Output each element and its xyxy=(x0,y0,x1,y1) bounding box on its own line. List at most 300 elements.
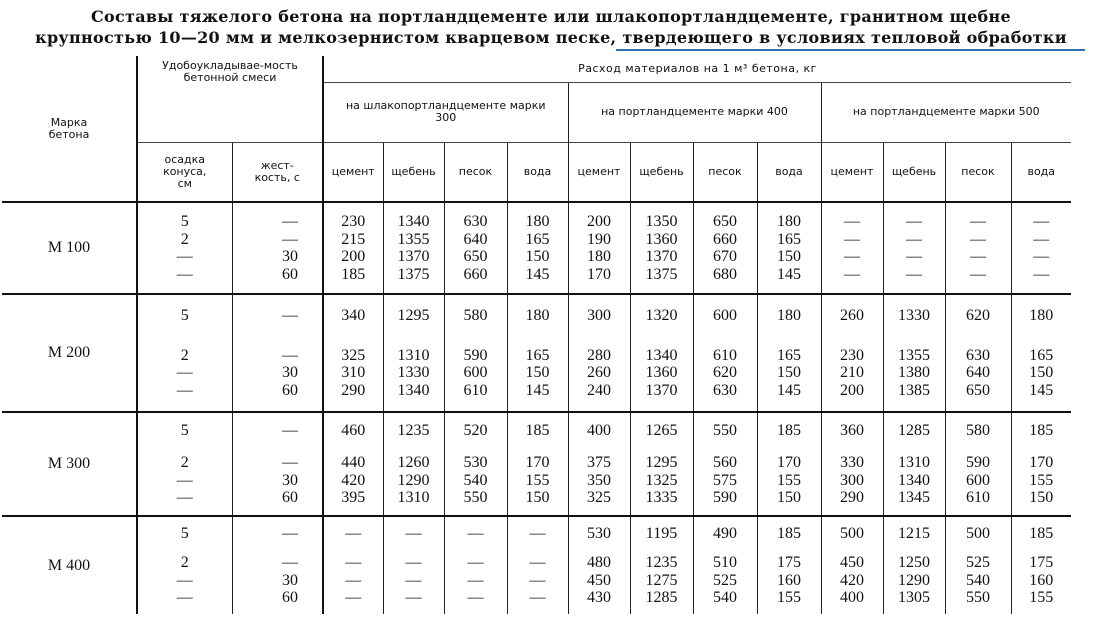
value-cell: 395 xyxy=(341,489,366,506)
value-cell: 180 xyxy=(777,307,801,324)
value-column xyxy=(757,412,821,516)
table-title xyxy=(0,6,1102,48)
value-cell: — xyxy=(345,589,362,606)
value-cell: — xyxy=(970,265,986,283)
value-cell: 620 xyxy=(713,364,737,381)
value-cell: 155 xyxy=(777,589,801,606)
value-column xyxy=(137,516,232,614)
value-cell: 330 xyxy=(840,454,864,471)
title-line-2-underlined: твердеющего в условиях тепловой обработки xyxy=(622,28,1067,47)
value-cell: 1345 xyxy=(898,489,930,506)
value-cell: 150 xyxy=(777,489,801,506)
value-cell: — xyxy=(970,230,986,248)
value-cell: 180 xyxy=(777,213,801,230)
title-line-2 xyxy=(0,27,1102,48)
value-cell: 1295 xyxy=(645,454,678,471)
title-line-2a: крупностью 10—20 мм и мелкозернистом кварцевом песке, xyxy=(35,28,623,47)
value-cell: 1310 xyxy=(397,346,430,364)
value-cell: — xyxy=(405,571,422,589)
value-column xyxy=(883,516,945,614)
header-slump: осадка конуса, см xyxy=(137,142,232,202)
value-cell: 540 xyxy=(713,589,737,606)
value-cell: 290 xyxy=(840,489,864,506)
value-cell: 530 xyxy=(587,524,611,542)
value-cell: 590 xyxy=(713,489,737,506)
header-material-1-3: песок xyxy=(444,142,507,202)
value-cell: 670 xyxy=(713,248,737,265)
value-cell: 180 xyxy=(587,248,611,265)
value-cell: 1310 xyxy=(397,489,430,506)
value-cell: 460 xyxy=(341,421,366,439)
value-cell: 1325 xyxy=(645,471,678,489)
value-cell: 145 xyxy=(1029,381,1054,399)
value-column xyxy=(507,294,568,412)
value-cell: — xyxy=(176,589,193,606)
value-cell: 215 xyxy=(341,230,366,248)
brand-cell: М 100 xyxy=(47,239,91,256)
value-column xyxy=(821,294,883,412)
value-column xyxy=(444,412,507,516)
value-cell: — xyxy=(176,471,193,489)
value-cell: 325 xyxy=(587,489,611,506)
value-cell: 150 xyxy=(1029,489,1054,506)
value-cell: 1385 xyxy=(898,381,930,399)
value-column xyxy=(323,294,383,412)
value-cell: 165 xyxy=(777,346,801,364)
value-cell: 520 xyxy=(463,421,488,439)
value-cell: 145 xyxy=(525,265,550,283)
value-cell: 30 xyxy=(282,248,298,265)
value-cell: 575 xyxy=(713,471,737,489)
value-cell: 165 xyxy=(525,230,550,248)
value-column xyxy=(568,412,630,516)
value-cell: 165 xyxy=(525,346,550,364)
value-cell: 600 xyxy=(463,364,488,381)
value-column xyxy=(444,294,507,412)
value-cell: 5 xyxy=(180,213,189,230)
value-cell: 360 xyxy=(840,421,864,439)
value-cell: 450 xyxy=(840,554,864,571)
value-cell: 1360 xyxy=(645,364,678,381)
value-column xyxy=(232,412,323,516)
value-cell: 1375 xyxy=(397,265,430,283)
value-cell: 630 xyxy=(713,381,737,399)
value-cell: 180 xyxy=(525,307,550,324)
header-material-1-1: цемент xyxy=(323,142,383,202)
table-row xyxy=(2,202,1071,294)
value-cell: 185 xyxy=(1029,524,1054,542)
value-column xyxy=(821,202,883,294)
header-material-1-4: вода xyxy=(507,142,568,202)
value-cell: 185 xyxy=(777,524,801,542)
value-cell: — xyxy=(176,489,193,506)
value-cell: 400 xyxy=(840,589,864,606)
value-cell: 145 xyxy=(525,381,550,399)
value-cell: 200 xyxy=(341,248,366,265)
value-cell: 630 xyxy=(966,346,990,364)
value-cell: — xyxy=(405,589,422,606)
value-cell: 610 xyxy=(966,489,990,506)
value-cell: — xyxy=(467,571,484,589)
value-column xyxy=(630,294,693,412)
value-cell: 60 xyxy=(282,381,298,399)
value-cell: 1340 xyxy=(397,381,430,399)
value-cell: 640 xyxy=(966,364,990,381)
value-cell: 590 xyxy=(463,346,488,364)
value-cell: 450 xyxy=(587,571,611,589)
table-row xyxy=(2,294,1071,412)
value-cell: 1310 xyxy=(898,454,930,471)
value-cell: 1370 xyxy=(397,248,430,265)
value-column xyxy=(383,412,444,516)
value-column xyxy=(444,202,507,294)
value-cell: 1340 xyxy=(397,213,430,230)
value-cell: 650 xyxy=(966,381,990,399)
value-cell: 160 xyxy=(1029,571,1054,589)
value-column xyxy=(945,516,1011,614)
value-cell: 340 xyxy=(341,307,366,324)
value-cell: 400 xyxy=(587,421,611,439)
value-column xyxy=(883,202,945,294)
value-cell: 1340 xyxy=(645,346,678,364)
value-cell: 310 xyxy=(341,364,366,381)
header-group-2: на портландцементе марки 400 xyxy=(568,82,821,142)
value-cell: 180 xyxy=(1029,307,1054,324)
value-column xyxy=(1011,412,1071,516)
value-column xyxy=(323,202,383,294)
brand-cell: М 400 xyxy=(2,516,137,614)
value-cell: 5 xyxy=(180,524,189,542)
value-cell: 440 xyxy=(341,454,366,471)
header-material-3-2: щебень xyxy=(883,142,945,202)
header-material-1-2: щебень xyxy=(383,142,444,202)
value-cell: 30 xyxy=(282,364,298,381)
value-cell: 640 xyxy=(463,230,488,248)
value-cell: — xyxy=(176,364,193,381)
value-column xyxy=(137,202,232,294)
value-column xyxy=(232,202,323,294)
value-cell: 375 xyxy=(587,454,611,471)
value-cell: 150 xyxy=(777,364,801,381)
value-column xyxy=(323,412,383,516)
value-cell: 190 xyxy=(587,230,611,248)
title-line-1: Составы тяжелого бетона на портландцементе или шлакопортландцементе, гранитном щебне xyxy=(90,7,1012,26)
value-cell: 1285 xyxy=(645,589,678,606)
value-cell: — xyxy=(906,265,922,283)
value-cell: — xyxy=(405,524,422,542)
value-cell: — xyxy=(176,571,193,589)
table-row xyxy=(2,516,1071,614)
value-column xyxy=(945,412,1011,516)
value-cell: 620 xyxy=(966,307,990,324)
value-column xyxy=(232,294,323,412)
value-cell: 180 xyxy=(525,213,550,230)
value-cell: 500 xyxy=(966,524,990,542)
value-cell: 530 xyxy=(463,454,488,471)
value-cell: 300 xyxy=(840,471,864,489)
value-cell: 170 xyxy=(777,454,801,471)
header-material-2-4: вода xyxy=(757,142,821,202)
value-column xyxy=(323,516,383,614)
value-column xyxy=(821,412,883,516)
value-cell: — xyxy=(405,554,422,571)
value-cell: 1360 xyxy=(645,230,678,248)
value-column xyxy=(630,412,693,516)
value-cell: 580 xyxy=(463,307,488,324)
value-cell: 1330 xyxy=(397,364,430,381)
value-cell: 550 xyxy=(966,589,990,606)
value-cell: — xyxy=(176,265,193,283)
header-group-3: на портландцементе марки 500 xyxy=(821,82,1071,142)
value-cell: 1305 xyxy=(898,589,930,606)
header-consumption: Расход материалов на 1 м³ бетона, кг xyxy=(323,56,1071,82)
value-cell: — xyxy=(970,213,986,230)
value-column xyxy=(507,202,568,294)
value-cell: 1265 xyxy=(645,421,678,439)
value-cell: 500 xyxy=(840,524,864,542)
value-cell: 600 xyxy=(966,471,990,489)
value-cell: 60 xyxy=(282,589,298,606)
brand-cell: М 300 xyxy=(2,412,137,516)
value-cell: 680 xyxy=(713,265,737,283)
value-cell: — xyxy=(282,524,298,542)
header-material-3-4: вода xyxy=(1011,142,1071,202)
value-cell: 590 xyxy=(966,454,990,471)
value-cell: 150 xyxy=(525,364,550,381)
value-cell: 1375 xyxy=(645,265,678,283)
value-column xyxy=(232,516,323,614)
value-cell: 165 xyxy=(777,230,801,248)
value-cell: 1290 xyxy=(397,471,430,489)
value-cell: — xyxy=(345,571,362,589)
value-cell: 260 xyxy=(840,307,864,324)
value-cell: 420 xyxy=(341,471,366,489)
value-cell: 185 xyxy=(341,265,366,283)
value-cell: 175 xyxy=(1029,554,1054,571)
value-cell: — xyxy=(467,554,484,571)
value-column xyxy=(945,202,1011,294)
value-cell: — xyxy=(529,554,546,571)
value-cell: 560 xyxy=(713,454,737,471)
value-column xyxy=(383,516,444,614)
value-cell: 550 xyxy=(713,421,737,439)
value-cell: 155 xyxy=(1029,589,1054,606)
value-cell: 525 xyxy=(966,554,990,571)
brand-cell: М 200 xyxy=(2,294,137,412)
value-cell: 350 xyxy=(587,471,611,489)
value-cell: 185 xyxy=(525,421,550,439)
value-cell: — xyxy=(282,230,298,248)
value-cell: 200 xyxy=(840,381,864,399)
value-cell: 580 xyxy=(966,421,990,439)
value-cell: 490 xyxy=(713,524,737,542)
value-cell: 30 xyxy=(282,571,298,589)
value-cell: 1215 xyxy=(898,524,930,542)
value-column xyxy=(1011,202,1071,294)
header-group-1: на шлакопортландцементе марки 300 xyxy=(323,82,568,142)
value-cell: — xyxy=(282,213,298,230)
header-material-2-1: цемент xyxy=(568,142,630,202)
header-stiffness: жест-кость, с xyxy=(232,142,323,202)
header-material-2-2: щебень xyxy=(630,142,693,202)
value-cell: — xyxy=(844,230,860,248)
value-cell: — xyxy=(345,554,362,571)
header-brand: Марка бетона xyxy=(2,56,137,202)
value-cell: 1355 xyxy=(397,230,430,248)
value-cell: 1330 xyxy=(898,307,930,324)
value-cell: 1355 xyxy=(898,346,930,364)
value-cell: 230 xyxy=(840,346,864,364)
value-cell: 145 xyxy=(777,381,801,399)
value-column xyxy=(630,516,693,614)
value-cell: — xyxy=(529,571,546,589)
value-cell: — xyxy=(345,524,362,542)
value-cell: 185 xyxy=(1029,421,1054,439)
header-material-3-1: цемент xyxy=(821,142,883,202)
value-cell: 1370 xyxy=(645,248,678,265)
value-cell: 150 xyxy=(525,489,550,506)
value-cell: 325 xyxy=(341,346,366,364)
value-cell: 1195 xyxy=(645,524,678,542)
value-column xyxy=(757,516,821,614)
value-column xyxy=(1011,516,1071,614)
value-cell: 1370 xyxy=(645,381,678,399)
value-column xyxy=(444,516,507,614)
value-cell: 525 xyxy=(713,571,737,589)
value-cell: — xyxy=(906,213,922,230)
value-column xyxy=(693,516,757,614)
value-cell: 1340 xyxy=(898,471,930,489)
value-cell: — xyxy=(1033,265,1050,283)
value-cell: — xyxy=(529,589,546,606)
value-cell: — xyxy=(529,524,546,542)
value-cell: 280 xyxy=(587,346,611,364)
value-column xyxy=(137,294,232,412)
value-cell: 540 xyxy=(463,471,488,489)
value-cell: 170 xyxy=(587,265,611,283)
value-cell: 430 xyxy=(587,589,611,606)
value-column xyxy=(568,516,630,614)
value-column xyxy=(568,202,630,294)
value-cell: 60 xyxy=(282,265,298,283)
value-cell: 170 xyxy=(525,454,550,471)
value-cell: 1290 xyxy=(898,571,930,589)
value-cell: 200 xyxy=(587,213,611,230)
value-cell: 155 xyxy=(525,471,550,489)
value-column xyxy=(383,294,444,412)
value-cell: 260 xyxy=(587,364,611,381)
value-cell: 155 xyxy=(777,471,801,489)
value-column xyxy=(630,202,693,294)
table-row xyxy=(2,412,1071,516)
value-cell: 1285 xyxy=(898,421,930,439)
value-cell: — xyxy=(844,265,860,283)
value-cell: 290 xyxy=(341,381,366,399)
value-cell: 650 xyxy=(713,213,737,230)
value-cell: 60 xyxy=(282,489,298,506)
value-column xyxy=(137,412,232,516)
value-cell: — xyxy=(844,248,860,265)
value-column xyxy=(757,294,821,412)
value-cell: — xyxy=(282,554,298,571)
value-cell: 1350 xyxy=(645,213,678,230)
value-cell: — xyxy=(467,524,484,542)
value-cell: — xyxy=(282,346,298,364)
value-cell: 30 xyxy=(282,471,298,489)
value-column xyxy=(883,412,945,516)
value-column xyxy=(568,294,630,412)
header-workability: Удобоукладывае-мость бетонной смеси xyxy=(137,56,323,142)
value-cell: 1275 xyxy=(645,571,678,589)
value-cell: 150 xyxy=(1029,364,1054,381)
value-cell: — xyxy=(970,248,986,265)
value-cell: 2 xyxy=(180,554,189,571)
value-cell: 610 xyxy=(713,346,737,364)
value-cell: — xyxy=(906,230,922,248)
value-cell: 150 xyxy=(777,248,801,265)
value-cell: — xyxy=(1033,230,1050,248)
value-cell: 420 xyxy=(840,571,864,589)
value-cell: — xyxy=(906,248,922,265)
value-cell: 1260 xyxy=(397,454,430,471)
value-cell: 540 xyxy=(966,571,990,589)
value-cell: 160 xyxy=(777,571,801,589)
concrete-composition-table xyxy=(2,56,1071,614)
value-cell: 660 xyxy=(463,265,488,283)
value-column xyxy=(821,516,883,614)
value-column xyxy=(507,412,568,516)
value-cell: 210 xyxy=(840,364,864,381)
value-cell: 2 xyxy=(180,230,189,248)
value-column xyxy=(693,294,757,412)
value-column xyxy=(507,516,568,614)
value-cell: 630 xyxy=(463,213,488,230)
value-cell: 170 xyxy=(1029,454,1054,471)
value-cell: — xyxy=(1033,213,1050,230)
value-cell: 185 xyxy=(777,421,801,439)
value-cell: 1335 xyxy=(645,489,678,506)
value-column xyxy=(757,202,821,294)
value-cell: — xyxy=(282,454,298,471)
value-cell: 165 xyxy=(1029,346,1054,364)
value-cell: 2 xyxy=(180,454,189,471)
value-column xyxy=(693,412,757,516)
value-cell: 175 xyxy=(777,554,801,571)
value-cell: 230 xyxy=(341,213,366,230)
value-cell: 1235 xyxy=(397,421,430,439)
value-cell: — xyxy=(844,213,860,230)
value-cell: 480 xyxy=(587,554,611,571)
value-cell: 5 xyxy=(180,421,189,439)
value-cell: 155 xyxy=(1029,471,1054,489)
value-column xyxy=(883,294,945,412)
value-cell: 1295 xyxy=(397,307,430,324)
value-cell: 610 xyxy=(463,381,488,399)
value-cell: 660 xyxy=(713,230,737,248)
value-cell: — xyxy=(282,307,298,324)
value-cell: 300 xyxy=(587,307,611,324)
value-cell: 150 xyxy=(525,248,550,265)
value-cell: — xyxy=(1033,248,1050,265)
value-cell: 240 xyxy=(587,381,611,399)
value-cell: — xyxy=(176,248,193,265)
value-cell: 650 xyxy=(463,248,488,265)
value-cell: 2 xyxy=(180,346,189,364)
value-cell: 1235 xyxy=(645,554,678,571)
value-cell: 5 xyxy=(180,307,189,324)
value-cell: — xyxy=(282,421,298,439)
value-cell: 1380 xyxy=(898,364,930,381)
